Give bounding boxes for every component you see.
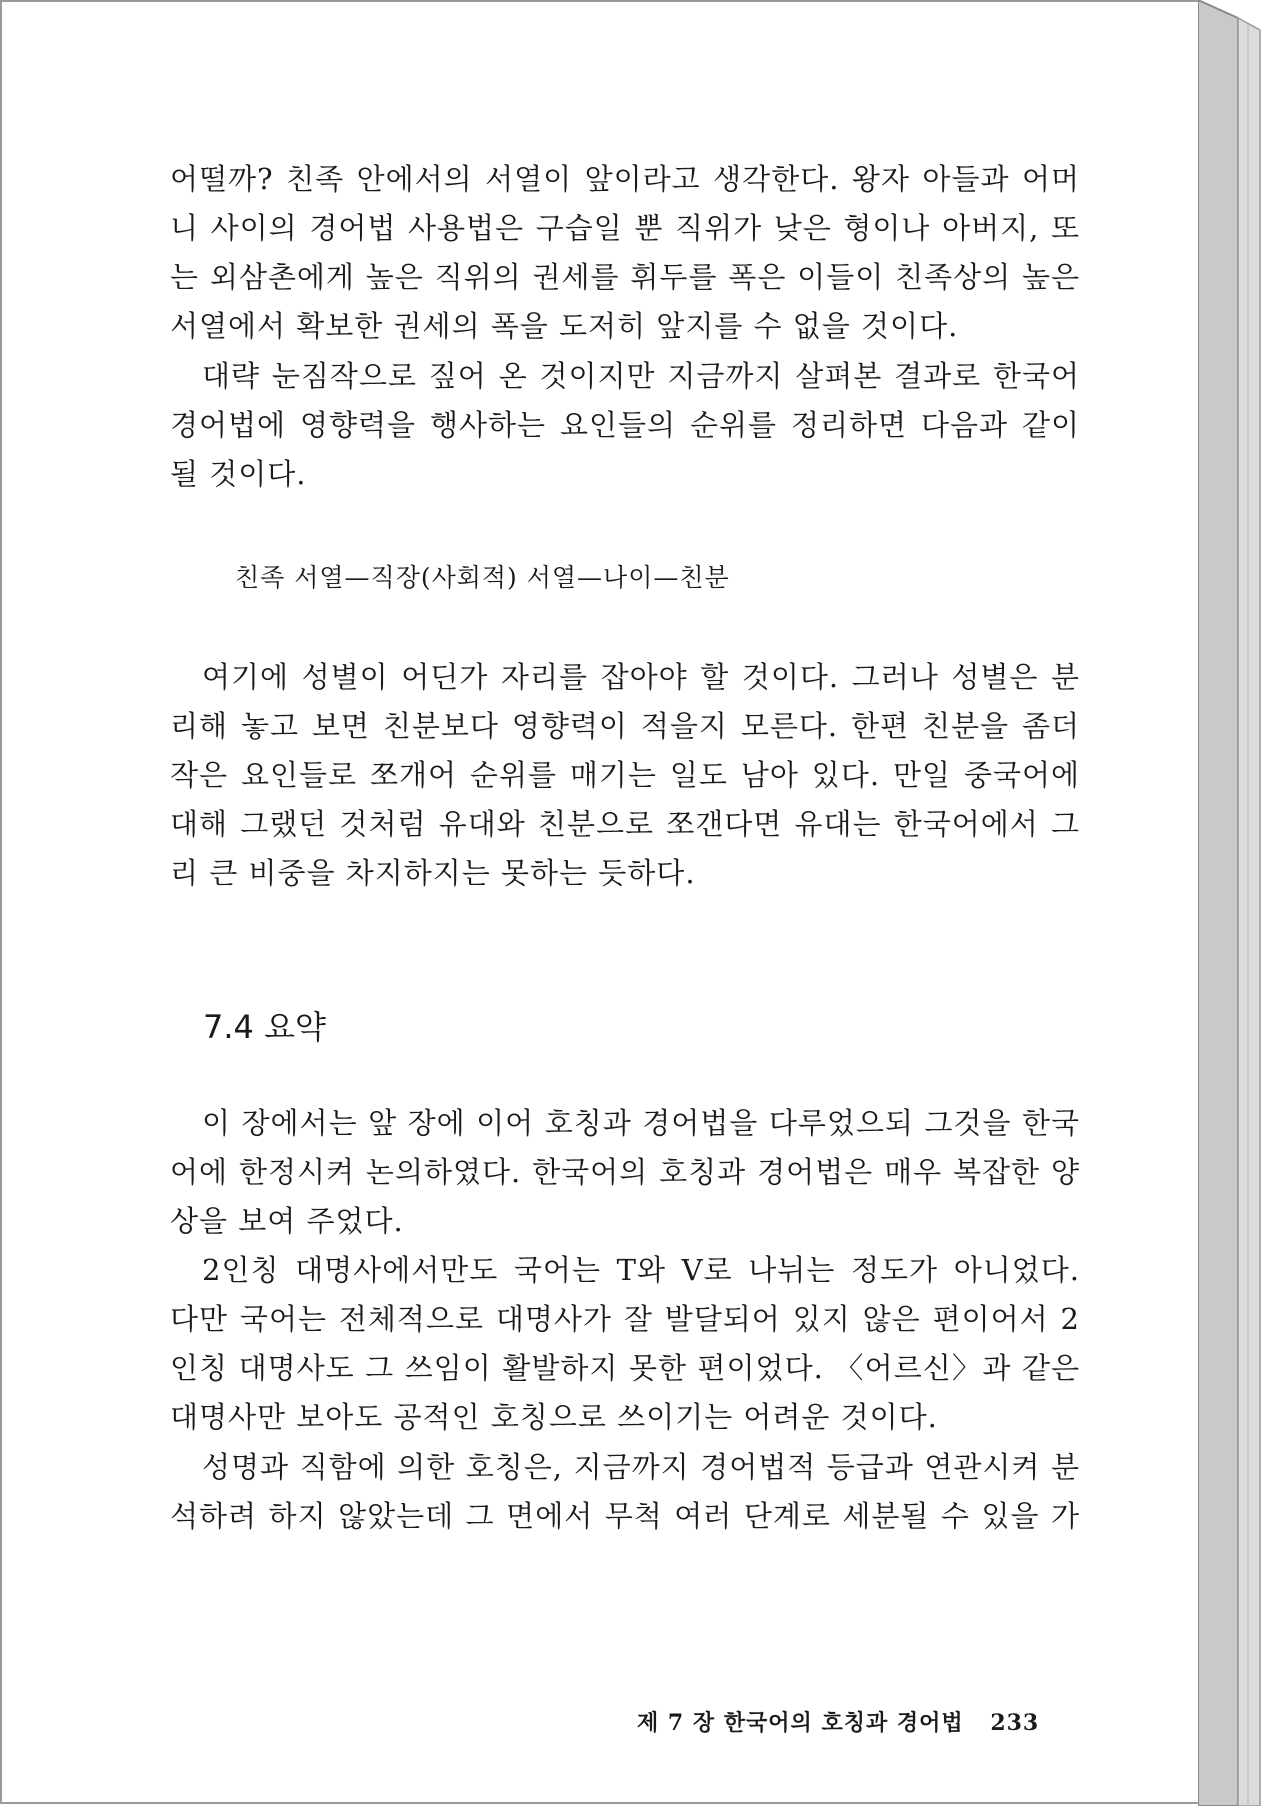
paragraph-line: 경어법에 영향력을 행사하는 요인들의 순위를 정리하면 다음과 같이 [170, 408, 1080, 442]
paragraph-line: 어에 한정시켜 논의하였다. 한국어의 호칭과 경어법은 매우 복잡한 양 [170, 1155, 1080, 1189]
chapter-title: 제 7 장 한국어의 호칭과 경어법 [637, 1710, 964, 1736]
paragraph-line: 석하려 하지 않았는데 그 면에서 무척 여러 단계로 세분될 수 있을 가 [170, 1499, 1080, 1533]
paragraph-5 [170, 1246, 1080, 1442]
running-footer [637, 1706, 1039, 1737]
paragraph-line: 상을 보여 주었다. [170, 1204, 404, 1238]
paragraph-line: 여기에 성별이 어딘가 자리를 잡아야 할 것이다. 그러나 성별은 분 [202, 660, 1080, 694]
paragraph-line: 인칭 대명사도 그 쓰임이 활발하지 못한 편이었다. 〈어르신〉과 같은 [170, 1351, 1080, 1385]
paragraph-line: 될 것이다. [170, 457, 307, 491]
paragraph-line: 2인칭 대명사에서만도 국어는 T와 V로 나뉘는 정도가 아니었다. [202, 1253, 1080, 1287]
paragraph-line: 어떨까? 친족 안에서의 서열이 앞이라고 생각한다. 왕자 아들과 어머 [170, 162, 1080, 196]
paragraph-line: 대해 그랬던 것처럼 유대와 친분으로 쪼갠다면 유대는 한국어에서 그 [170, 807, 1080, 841]
paragraph-line: 대명사만 보아도 공적인 호칭으로 쓰이기는 어려운 것이다. [170, 1400, 938, 1434]
page-number: 233 [990, 1710, 1040, 1736]
paragraph-6 [170, 1443, 1080, 1541]
section-title: 요약 [264, 1008, 326, 1046]
paragraph-line: 리해 놓고 보면 친분보다 영향력이 적을지 모른다. 한편 친분을 좀더 [170, 709, 1080, 743]
paragraph-line: 이 장에서는 앞 장에 이어 호칭과 경어법을 다루었으되 그것을 한국 [202, 1106, 1080, 1140]
paragraph-line: 니 사이의 경어법 사용법은 구습일 뿐 직위가 낮은 형이나 아버지, 또 [170, 211, 1080, 245]
paragraph-2 [170, 352, 1080, 499]
paragraph-4 [170, 1099, 1080, 1246]
paragraph-line: 다만 국어는 전체적으로 대명사가 잘 발달되어 있지 않은 편이어서 2 [170, 1302, 1080, 1336]
paragraph-1 [170, 155, 1080, 351]
page-stack-edge [1198, 0, 1282, 1806]
paragraph-line: 리 큰 비중을 차지하지는 못하는 듯하다. [170, 856, 696, 890]
paragraph-line: 작은 요인들로 쪼개어 순위를 매기는 일도 남아 있다. 만일 중국어에 [170, 758, 1080, 792]
paragraph-line: 대략 눈짐작으로 짚어 온 것이지만 지금까지 살펴본 결과로 한국어 [202, 359, 1080, 393]
paragraph-line: 서열에서 확보한 권세의 폭을 도저히 앞지를 수 없을 것이다. [170, 309, 959, 343]
section-heading [203, 1002, 326, 1048]
paragraph-line: 성명과 직함에 의한 호칭은, 지금까지 경어법적 등급과 연관시켜 분 [202, 1450, 1080, 1484]
ranking-formula: 친족 서열—직장(사회적) 서열—나이—친분 [235, 563, 730, 592]
paragraph-line: 는 외삼촌에게 높은 직위의 권세를 휘두를 폭은 이들이 친족상의 높은 [170, 260, 1080, 294]
paragraph-3 [170, 653, 1080, 898]
section-number: 7.4 [203, 1008, 254, 1046]
